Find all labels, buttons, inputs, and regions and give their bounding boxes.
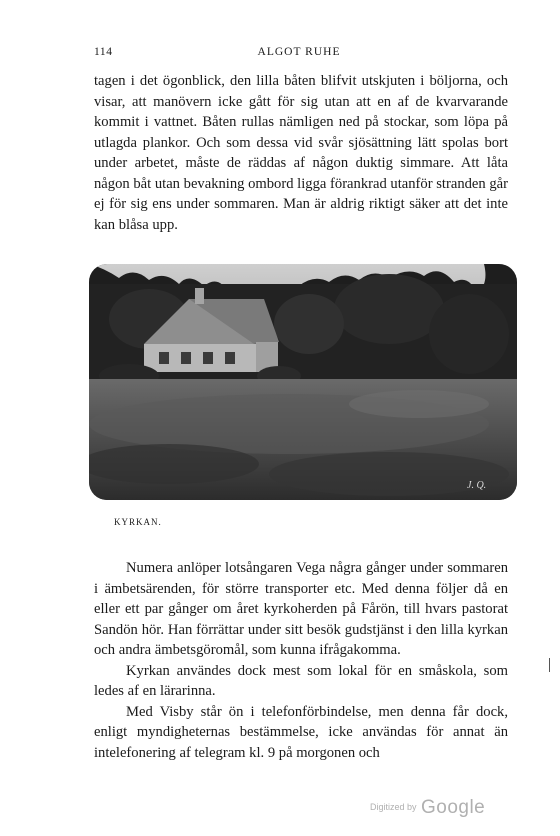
- paragraph: Kyrkan användes dock mest som lokal för en småskola, som ledes af en lärarinna.: [94, 662, 508, 699]
- artist-signature: J. Q.: [467, 480, 487, 491]
- watermark-brand: Google: [420, 797, 486, 818]
- paragraph: tagen i det ögonblick, den lilla båten blifvit utskjuten i böljorna, och visar, att manövern icke gått för sig utan att en af de kvarvarande kommit i vattnet. Båten rullas nämligen ned på stockar, som löpa på utlagda plankor. Och som dessa vid svår sjösättning lätt spolas bort under arbetet, måste de räddas af någon duktig simmare. Att låta någon båt utan bevakning ombord ligga förankrad utanför stranden går ej för sig ens under sommaren. Man är aldrig riktigt säker att det inte kan blåsa upp.: [94, 73, 508, 233]
- church-photograph: [89, 264, 517, 500]
- paragraph: Numera anlöper lotsångaren Vega några gånger under sommaren i ämbetsärenden, för större transporter etc. Med denna följer då en eller ett par gånger om året kyrkoherden på Fårön, till hvars pastorat Sandön hör. Han förrättar under sitt besök gudstjänst i den lilla kyrkan och andra ämbetsgöromål, som kunna ifrågakomma.: [94, 560, 508, 658]
- digitized-watermark: [370, 797, 485, 819]
- figure-caption: KYRKAN.: [114, 517, 162, 527]
- margin-mark: [549, 658, 550, 672]
- body-text-top: [94, 71, 508, 235]
- paragraph: Med Visby står ön i telefonförbindelse, men denna får dock, enligt myndigheternas bestämmelse, icke användas för annat än intelefonering af telegram kl. 9 på morgonen och: [94, 703, 508, 761]
- page-header: [94, 46, 504, 62]
- page-number: 114: [94, 46, 113, 58]
- running-title: ALGOT RUHE: [257, 46, 341, 58]
- watermark-prefix: Digitized by: [370, 802, 417, 812]
- body-text-bottom: [94, 558, 508, 763]
